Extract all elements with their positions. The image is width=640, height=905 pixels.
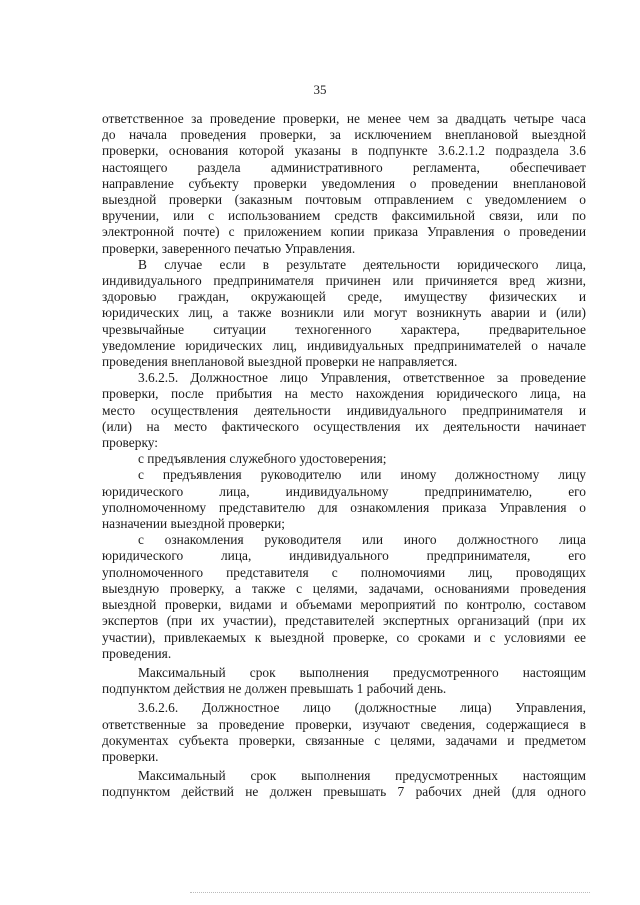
text-line: экспертов (при их участии), представителей экспертных организаций (при их [102, 613, 586, 629]
text-line: назначении выездной проверки; [102, 516, 285, 532]
paragraph-3-6-2-5 [102, 370, 586, 451]
text-line: уведомление юридических лиц, индивидуальных предпринимателей о начале [102, 337, 586, 353]
text-line: индивидуального предпринимателя причинен или причиняется вред жизни, [102, 273, 586, 289]
text-line: с ознакомления руководителя или иного должностного лица [138, 532, 586, 548]
text-line: до начала проведения проверки, за исключением внеплановой выездной [102, 127, 586, 143]
text-line: с предъявления служебного удостоверения; [138, 451, 387, 467]
text-line: электронной почте) с приложением копии приказа Управления о проведении [102, 224, 586, 240]
text-line: В случае если в результате деятельности юридического лица, [138, 256, 586, 272]
text-line: Максимальный срок выполнения предусмотренных настоящим [138, 768, 586, 784]
text-line: с предъявления руководителю или иному должностному лицу [138, 467, 586, 483]
text-line: 3.6.2.5. Должностное лицо Управления, ответственное за проведение [138, 370, 586, 386]
text-line: чрезвычайные ситуации техногенного характера, предварительное [102, 321, 586, 337]
paragraph-max-term-1-day [102, 665, 586, 697]
text-line: юридического лица, индивидуальному предпринимателю, его [102, 483, 586, 499]
text-line: место осуществления деятельности индивидуального предпринимателя и [102, 402, 586, 418]
text-line: проверки, основания которой указаны в подпункте 3.6.2.1.2 подраздела 3.6 [102, 143, 586, 159]
text-line: (или) на место фактического осуществления их деятельности начинает [102, 418, 586, 434]
document-body [102, 111, 586, 801]
text-line: подпунктом действия не должен превышать 1 рабочий день. [102, 681, 447, 697]
text-line: ответственные за проведение проверки, изучают сведения, содержащиеся в [102, 716, 586, 732]
text-line: проведения внеплановой выездной проверки не направляется. [102, 354, 458, 370]
text-line: подпунктом действий не должен превышать 7 рабочих дней (для одного [102, 784, 586, 800]
scan-artifact [190, 892, 590, 899]
list-item-order-presentation [102, 467, 586, 532]
paragraph-notification [102, 111, 586, 257]
text-line: юридических лиц, а также возникли или могут возникнуть аварии и (или) [102, 305, 586, 321]
text-line: здоровью граждан, окружающей среде, имуществу физических и [102, 289, 586, 305]
paragraph-emergency-case [102, 257, 586, 370]
text-line: проверки, заверенного печатью Управления. [102, 240, 356, 256]
text-line: направление субъекту проверки уведомления о проведении внеплановой [102, 175, 586, 191]
text-line: выездной проверки, видами и объемами мероприятий по контролю, составом [102, 597, 586, 613]
text-line: участии), привлекаемых к выездной проверке, со сроками и с условиями ее [102, 629, 586, 645]
text-line: проверки. [102, 748, 159, 764]
list-item-id-presentation [102, 451, 586, 467]
text-line: проверки, после прибытия на место нахождения юридического лица, на [102, 386, 586, 402]
text-line: выездной проверки (заказным почтовым отправлением с уведомлением о [102, 192, 586, 208]
paragraph-3-6-2-6 [102, 700, 586, 765]
text-line: документах субъекта проверки, связанные с целями, задачами и предметом [102, 732, 586, 748]
text-line: настоящего раздела административного регламента, обеспечивает [102, 159, 586, 175]
text-line: юридического лица, индивидуального предпринимателя, его [102, 548, 586, 564]
page-number: 35 [313, 82, 327, 97]
text-line: Максимальный срок выполнения предусмотренного настоящим [138, 664, 586, 680]
text-line: уполномоченного представителя с полномочиями лиц, проводящих [102, 564, 586, 580]
text-line: вручении, или с использованием средств факсимильной связи, или по [102, 208, 586, 224]
paragraph-max-term-7-days [102, 768, 586, 800]
text-line: выездную проверку, а также с целями, задачами, основаниями проведения [102, 580, 586, 596]
text-line: проведения. [102, 645, 172, 661]
text-line: ответственное за проведение проверки, не менее чем за двадцать четыре часа [102, 111, 586, 126]
text-line: 3.6.2.6. Должностное лицо (должностные лица) Управления, [138, 700, 586, 716]
list-item-familiarization [102, 532, 586, 662]
text-line: уполномоченному представителю для ознакомления приказа Управления о [102, 499, 586, 515]
text-line: проверку: [102, 435, 158, 451]
